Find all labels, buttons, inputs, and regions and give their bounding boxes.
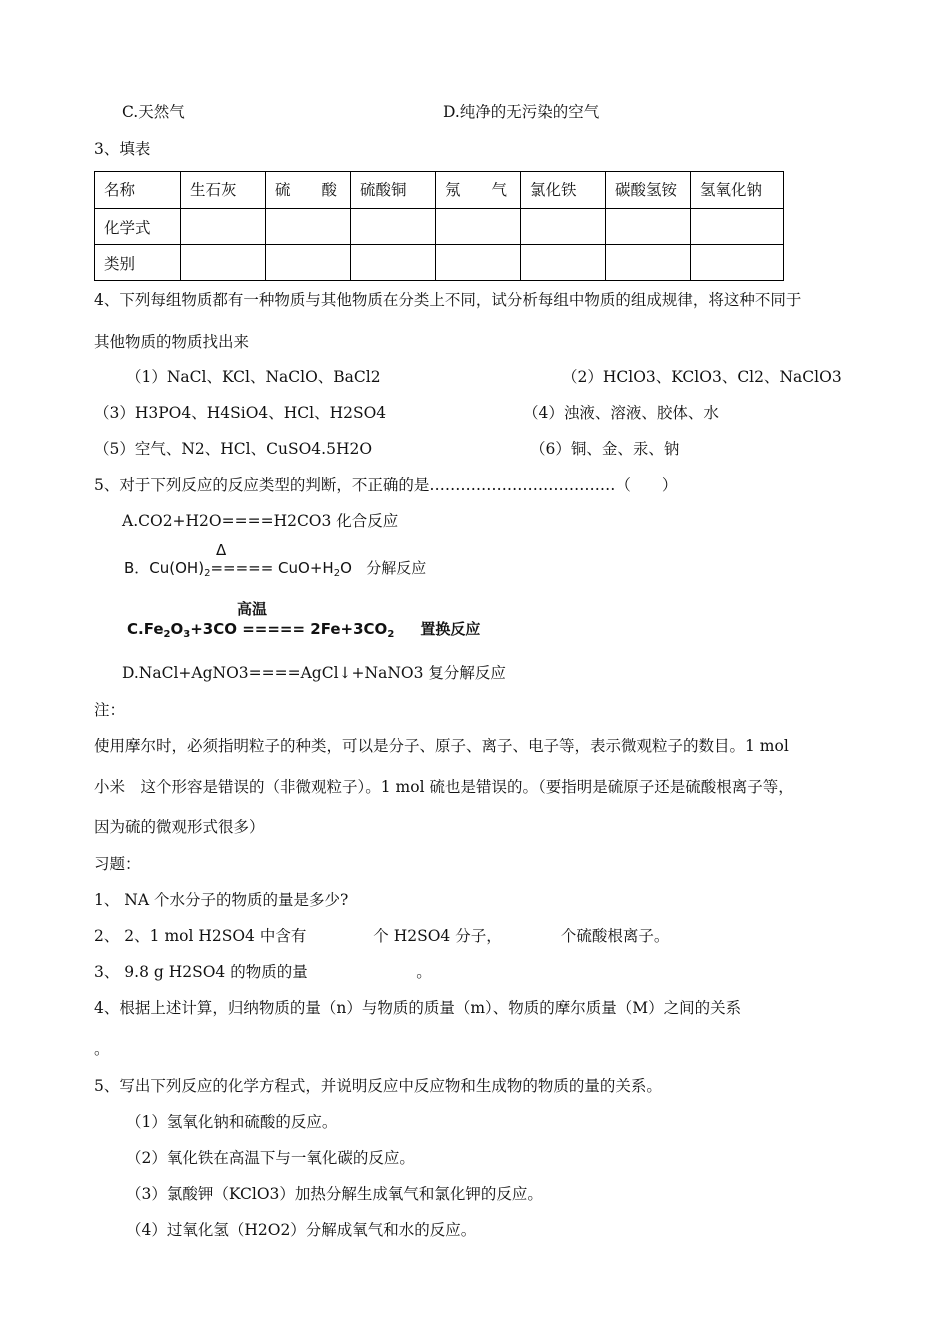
note-label: 注： <box>94 701 126 719</box>
exercise-4: 4、根据上述计算，归纳物质的量（n）与物质的质量（m）、物质的摩尔质量（M）之间的关系 <box>94 999 742 1017</box>
table-cell-blank <box>691 209 784 245</box>
q4-item: （1）NaCl、KCl、NaClO、BaCl2 <box>126 368 381 386</box>
q5-option-c <box>127 620 480 638</box>
exercise-5-item: （4）过氧化氢（H2O2）分解成氧气和水的反应。 <box>126 1221 477 1239</box>
table-header-cell: 名称 <box>95 172 181 209</box>
table-cell-blank <box>521 245 606 281</box>
table-header-cell: 碳酸氢铵 <box>606 172 691 209</box>
exercise-2: 2、 2、1 mol H2SO4 中含有 个 H2SO4 分子， 个硫酸根离子。 <box>94 927 670 945</box>
subscript: 2 <box>387 629 395 640</box>
table-header-cell: 生石灰 <box>181 172 266 209</box>
table-cell-blank <box>266 245 351 281</box>
table-cell-blank <box>606 245 691 281</box>
table-cell-blank <box>351 245 436 281</box>
exercise-3: 3、 9.8 g H2SO4 的物质的量 。 <box>94 963 432 981</box>
q4-item: （2）HClO3、KClO3、Cl2、NaClO3 <box>562 368 842 386</box>
subscript: 2 <box>163 629 171 640</box>
q5-option-a: A.CO2+H2O====H2CO3 化合反应 <box>122 512 399 530</box>
q4-stem-line1: 4、下列每组物质都有一种物质与其他物质在分类上不同，试分析每组中物质的组成规律，将这种不同于 <box>94 291 802 309</box>
exercise-5: 5、写出下列反应的化学方程式，并说明反应中反应物和生成物的物质的量的关系。 <box>94 1077 662 1095</box>
fill-table <box>94 171 784 281</box>
q2-option-c: C.天然气 <box>122 103 185 121</box>
table-header-row <box>95 172 784 209</box>
table-cell-blank <box>351 209 436 245</box>
q2-option-d: D.纯净的无污染的空气 <box>443 103 600 121</box>
q4-item: （5）空气、N2、HCl、CuSO4.5H2O <box>94 440 373 458</box>
exercises-label: 习题： <box>94 855 141 873</box>
q5-option-b <box>124 559 426 577</box>
table-header-cell: 氖 气 <box>436 172 521 209</box>
table-row-label: 化学式 <box>95 209 181 245</box>
q4-stem-line2: 其他物质的物质找出来 <box>94 333 250 351</box>
subscript: 2 <box>204 568 211 579</box>
reaction-condition-heat: Δ <box>216 541 227 559</box>
equation-text: ===== CuO+H <box>210 559 334 577</box>
subscript: 2 <box>333 568 341 579</box>
table-row <box>95 209 784 245</box>
equation-text: O <box>340 559 352 577</box>
table-header-cell: 硫 酸 <box>266 172 351 209</box>
note-line: 因为硫的微观形式很多） <box>94 818 265 836</box>
note-line: 小米 这个形容是错误的（非微观粒子）。1 mol 硫也是错误的。（要指明是硫原子还是硫酸根离子等， <box>94 778 794 796</box>
q4-item: （6）铜、金、汞、钠 <box>530 440 680 458</box>
reaction-condition-high-temp: 高温 <box>237 600 268 618</box>
equation-text: O <box>170 620 184 638</box>
table-cell-blank <box>691 245 784 281</box>
q3-title: 3、填表 <box>94 140 151 158</box>
q5-option-d: D.NaCl+AgNO3====AgCl↓+NaNO3 复分解反应 <box>122 664 506 682</box>
reaction-type: 分解反应 <box>366 559 427 577</box>
q5-stem: 5、对于下列反应的反应类型的判断，不正确的是………………………………（ ） <box>94 476 678 494</box>
table-cell-blank <box>436 209 521 245</box>
table-cell-blank <box>181 209 266 245</box>
equation-text: C.Fe <box>127 620 164 638</box>
exercise-1: 1、 NA 个水分子的物质的量是多少? <box>94 891 349 909</box>
table-cell-blank <box>266 209 351 245</box>
table-header-cell: 氢氧化钠 <box>691 172 784 209</box>
equation-text: +3CO ===== 2Fe+3CO <box>190 620 388 638</box>
exercise-4-end: 。 <box>94 1040 110 1058</box>
subscript: 3 <box>183 629 191 640</box>
reaction-type: 置换反应 <box>420 620 481 638</box>
table-row <box>95 245 784 281</box>
q4-item: （4）浊液、溶液、胶体、水 <box>523 404 719 422</box>
table-cell-blank <box>181 245 266 281</box>
exercise-5-item: （1）氢氧化钠和硫酸的反应。 <box>126 1113 338 1131</box>
table-cell-blank <box>606 209 691 245</box>
table-header-cell: 硫酸铜 <box>351 172 436 209</box>
table-header-cell: 氯化铁 <box>521 172 606 209</box>
table-row-label: 类别 <box>95 245 181 281</box>
exercise-5-item: （2）氧化铁在高温下与一氧化碳的反应。 <box>126 1149 415 1167</box>
q4-item: （3）H3PO4、H4SiO4、HCl、H2SO4 <box>94 404 387 422</box>
table-cell-blank <box>521 209 606 245</box>
table-cell-blank <box>436 245 521 281</box>
note-line: 使用摩尔时，必须指明粒子的种类，可以是分子、原子、离子、电子等，表示微观粒子的数目。1 mol <box>94 737 789 755</box>
exercise-5-item: （3）氯酸钾（KClO3）加热分解生成氧气和氯化钾的反应。 <box>126 1185 543 1203</box>
equation-text: B．Cu(OH) <box>124 559 205 577</box>
